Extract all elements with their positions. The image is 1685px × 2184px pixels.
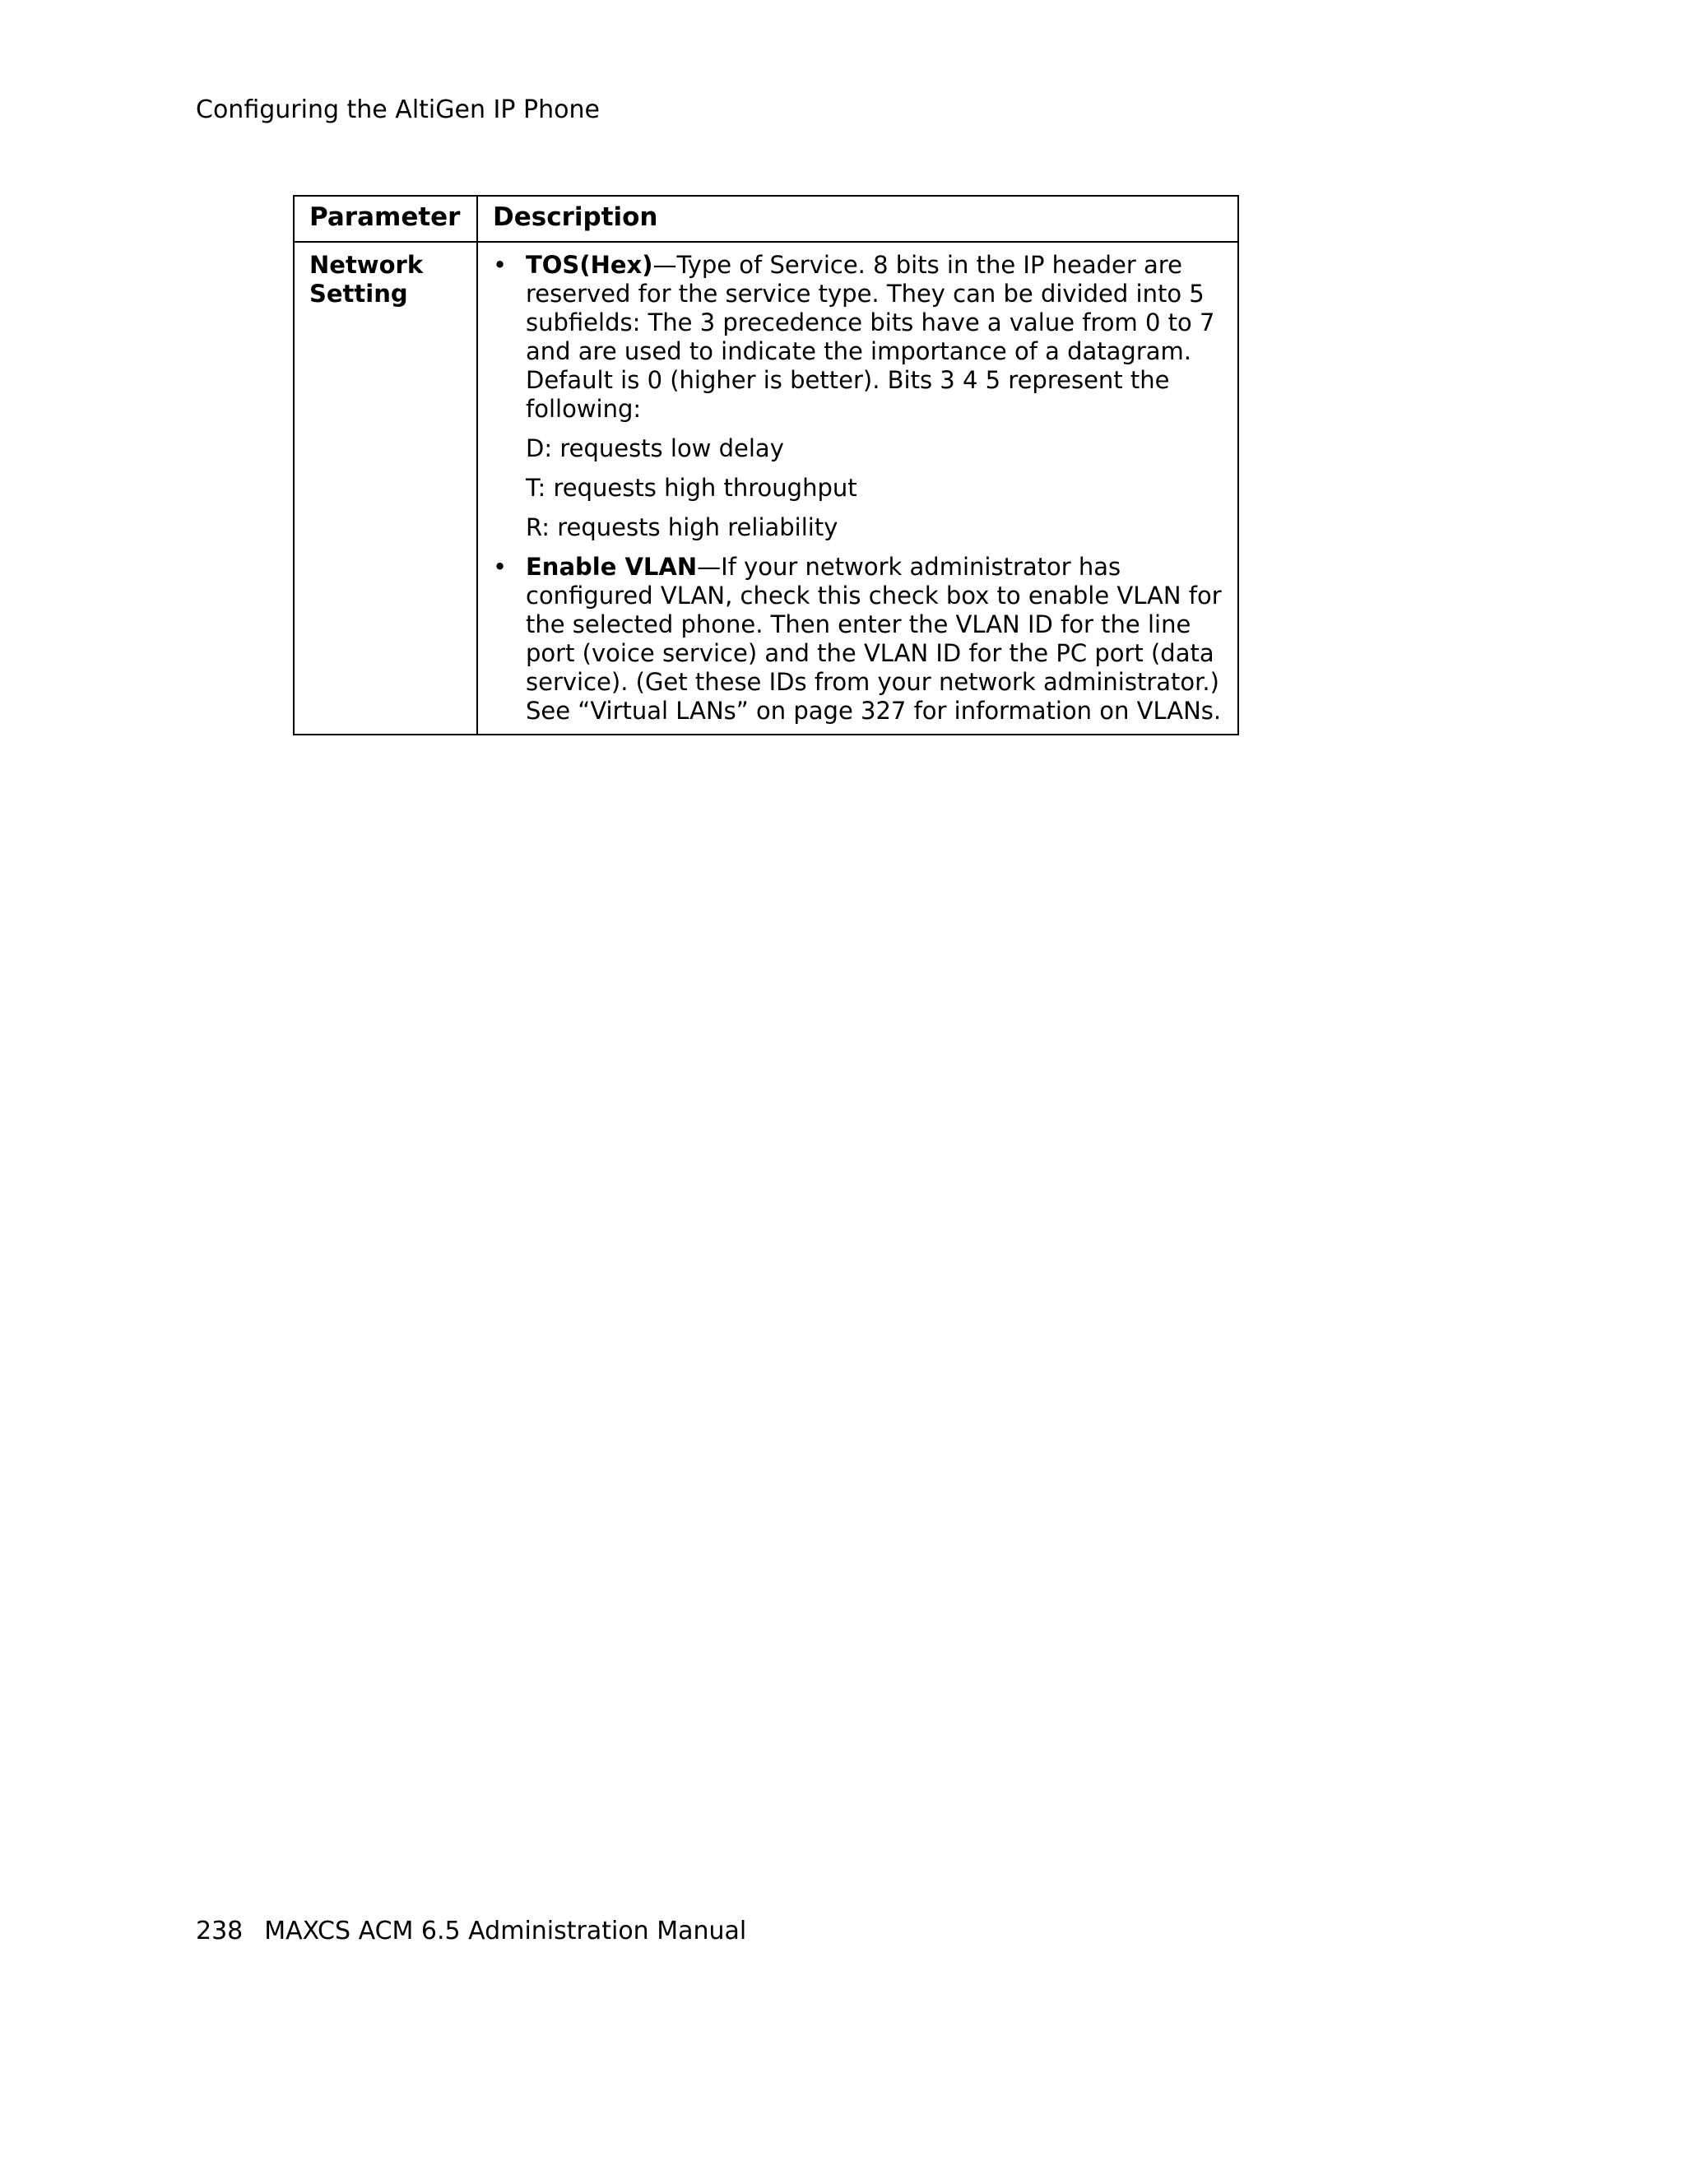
- bullet-icon: •: [493, 251, 508, 279]
- bullet-term: Enable VLAN: [526, 553, 698, 581]
- column-header-description: Description: [477, 196, 1238, 242]
- parameter-table: [293, 195, 1239, 735]
- page-number: 238: [196, 1917, 244, 1945]
- running-header: Configuring the AltiGen IP Phone: [196, 95, 600, 124]
- sub-line: T: requests high throughput: [526, 474, 857, 502]
- table-header-row: [294, 196, 1238, 242]
- manual-title: MAXCS ACM 6.5 Administration Manual: [264, 1917, 747, 1945]
- column-header-parameter: Parameter: [294, 196, 477, 242]
- bullet-item-vlan: [493, 553, 1223, 726]
- description-cell: [477, 242, 1238, 735]
- bullet-icon: •: [493, 553, 508, 581]
- parameter-cell: [294, 242, 477, 735]
- bullet-text: —Type of Service. 8 bits in the IP header are reserved for the service type. They can be divided into 5 subfields: The 3 precedence bits have a value from 0 to 7 and are used to indicate the importance of a datagram. Default is 0 (higher is better). Bits 3 4 5 represent the following:: [526, 251, 1215, 423]
- sub-line: D: requests low delay: [526, 434, 784, 462]
- table-row: [294, 242, 1238, 735]
- bullet-item-tos: [493, 251, 1223, 424]
- parameter-name: Network Setting: [309, 251, 424, 308]
- running-footer: [196, 1915, 746, 1948]
- bullet-text: —If your network administrator has configured VLAN, check this check box to enable VLAN for the selected phone. Then enter the VLAN ID for the line port (voice service) and the VLAN ID for the PC port (data service). (Get these IDs from your network administrator.) See “Virtual LANs” on page 327 for information on VLANs.: [526, 553, 1222, 725]
- sub-line: R: requests high reliability: [526, 513, 838, 541]
- bullet-term: TOS(Hex): [526, 251, 653, 279]
